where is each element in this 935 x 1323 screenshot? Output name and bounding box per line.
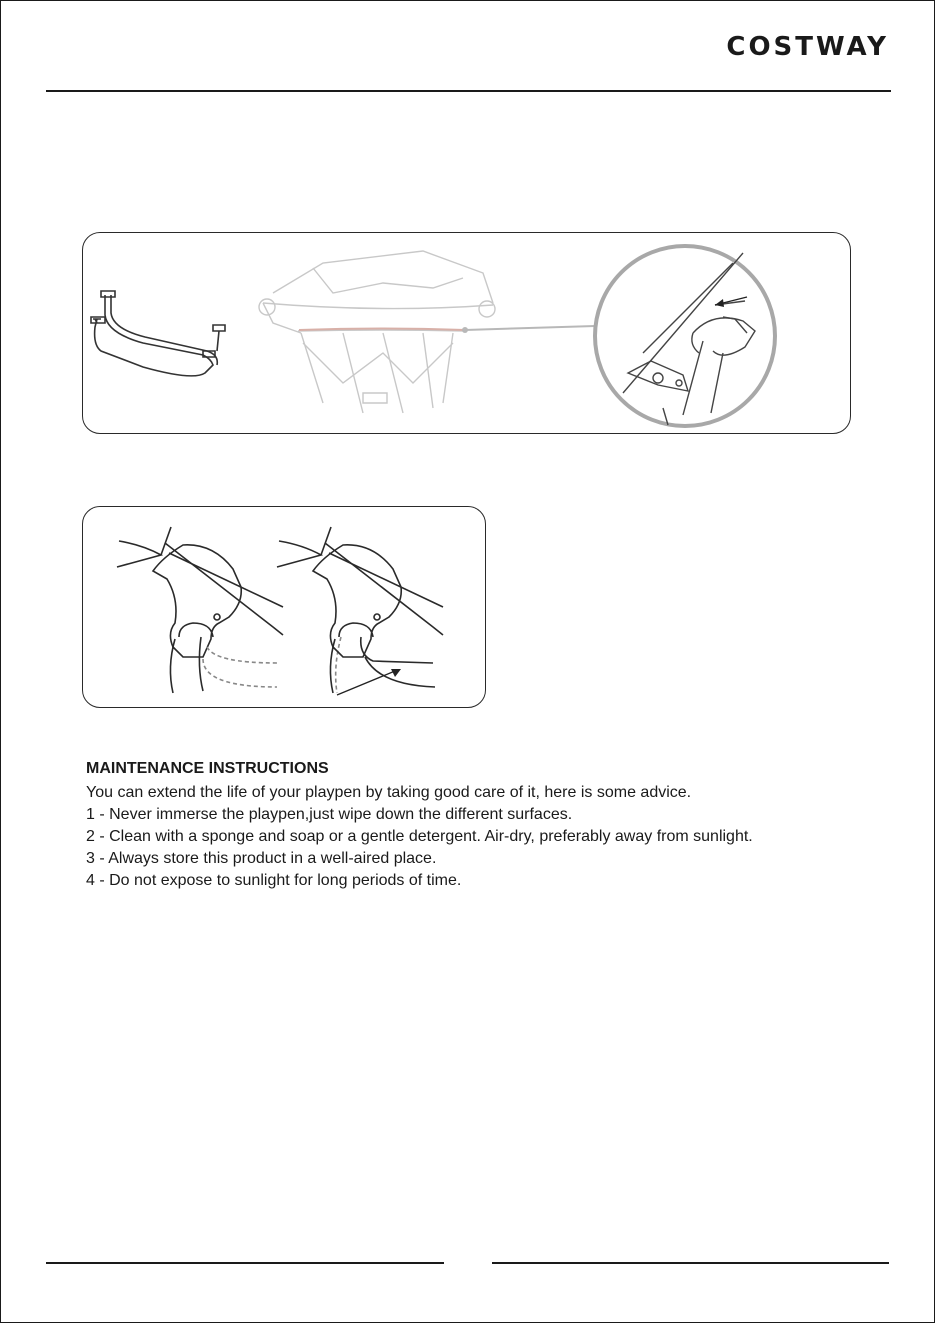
list-item: 4 - Do not expose to sunlight for long periods of time. <box>86 872 462 889</box>
dashed-bar-icon <box>203 637 341 693</box>
arrow-icon <box>337 669 401 695</box>
connector-step-2-icon <box>277 527 443 693</box>
corner-connector-illustration <box>83 507 485 707</box>
u-bar-icon <box>91 291 225 376</box>
header-rule <box>46 90 891 92</box>
playpen-icon <box>259 251 495 413</box>
zoom-circle <box>595 246 775 426</box>
figure-bar-assembly <box>82 232 851 434</box>
maintenance-intro: You can extend the life of your playpen by taking good care of it, here is some advice. <box>86 784 692 801</box>
footer-rule-left <box>46 1262 444 1264</box>
brand-logo: COSTWAY <box>726 32 889 62</box>
maintenance-list <box>86 804 886 892</box>
bar-assembly-illustration <box>83 233 850 433</box>
list-item: 2 - Clean with a sponge and soap or a gentle detergent. Air-dry, preferably away from sunlight. <box>86 828 753 845</box>
maintenance-section <box>86 760 886 892</box>
footer-rule-right <box>492 1262 889 1264</box>
zoom-connector <box>465 326 595 330</box>
list-item: 3 - Always store this product in a well-aired place. <box>86 850 437 867</box>
figure-corner-connector <box>82 506 486 708</box>
connector-step-1-icon <box>117 527 283 693</box>
maintenance-heading: MAINTENANCE INSTRUCTIONS <box>86 760 329 777</box>
list-item: 1 - Never immerse the playpen,just wipe down the different surfaces. <box>86 806 573 823</box>
